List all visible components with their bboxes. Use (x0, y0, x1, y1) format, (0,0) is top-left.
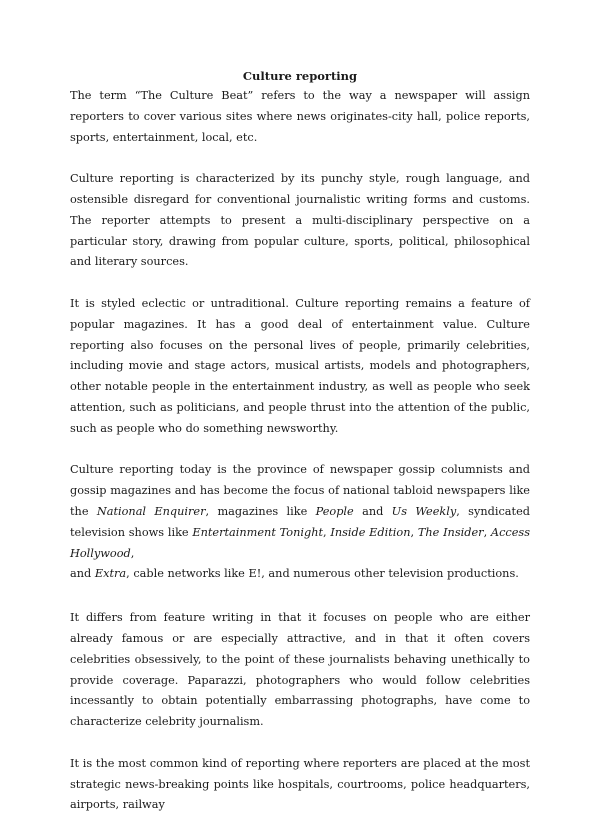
paragraph-characteristics: Culture reporting is characterized by its punchy style, rough language, and ostensible disregard for conventional journalistic writing forms and customs. The reporter attempts to present a multi-disciplinary perspective on a particular story, drawing from popular culture, sports, political, philosophical and literary sources. (70, 172, 530, 269)
title-us-weekly: Us Weekly (391, 504, 457, 518)
title-extra: Extra (94, 567, 127, 581)
text-run: , (130, 546, 135, 560)
paragraph-culture-beat: The term “The Culture Beat” refers to the way a newspaper will assign reporters to cover various sites where news originates-city hall, police reports, sports, entertainment, local, etc. (70, 89, 530, 144)
title-access-hollywood: Access Hollywood (70, 525, 530, 560)
text-run: , (483, 525, 491, 539)
title-national-enquirer: National Enquirer (96, 504, 206, 518)
paragraph-common-reporting: It is the most common kind of reporting where reporters are placed at the most strategic news-breaking points like hospitals, courtrooms, police headquarters, airports, railway (70, 756, 530, 812)
document-page (70, 66, 530, 816)
paragraph-spacer (70, 733, 530, 754)
text-run: and (70, 567, 95, 581)
paragraph-spacer (70, 273, 530, 294)
paragraph-spacer (70, 440, 530, 461)
paragraph-gossip-media-continued (70, 564, 530, 585)
title-inside-edition: Inside Edition (330, 525, 411, 539)
title-entertainment-tonight: Entertainment Tonight (192, 525, 324, 539)
text-run: , (410, 525, 418, 539)
paragraph-spacer (70, 585, 530, 608)
paragraph-feature-writing: It differs from feature writing in that it focuses on people who are either already famous or are especially attractive, and in that it often covers celebrities obsessively, to the point of these journalists behaving unethically to provide coverage. Paparazzi, photographers who would follow celebrities incessantly to obtain potentially embarrassing photographs, have come to characterize celebrity journalism. (70, 611, 530, 729)
document-title: Culture reporting (242, 69, 358, 83)
text-run: and (353, 504, 392, 518)
text-run: , (323, 525, 331, 539)
text-run: Culture reporting today is the province of newspaper gossip columnists and gossip magazines and has become the focus of national tabloid newspapers like the (70, 463, 530, 518)
text-run: , syndicated television shows like (70, 504, 530, 539)
text-run: , magazines like (205, 504, 316, 518)
title-people: People (315, 504, 354, 518)
paragraph-gossip-media (70, 460, 530, 564)
paragraph-style: It is styled eclectic or untraditional. Culture reporting remains a feature of popular magazines. It has a good deal of entertainment value. Culture reporting also focuses on the personal lives of people, primarily celebrities, including movie and stage actors, musical artists, models and photographers, other notable people in the entertainment industry, as well as people who seek attention, such as politicians, and people thrust into the attention of the public, such as people who do something newsworthy. (70, 296, 530, 435)
paragraph-spacer (70, 148, 530, 169)
text-run: , cable networks like E!, and numerous other television productions. (126, 567, 519, 581)
title-the-insider: The Insider (417, 525, 484, 539)
